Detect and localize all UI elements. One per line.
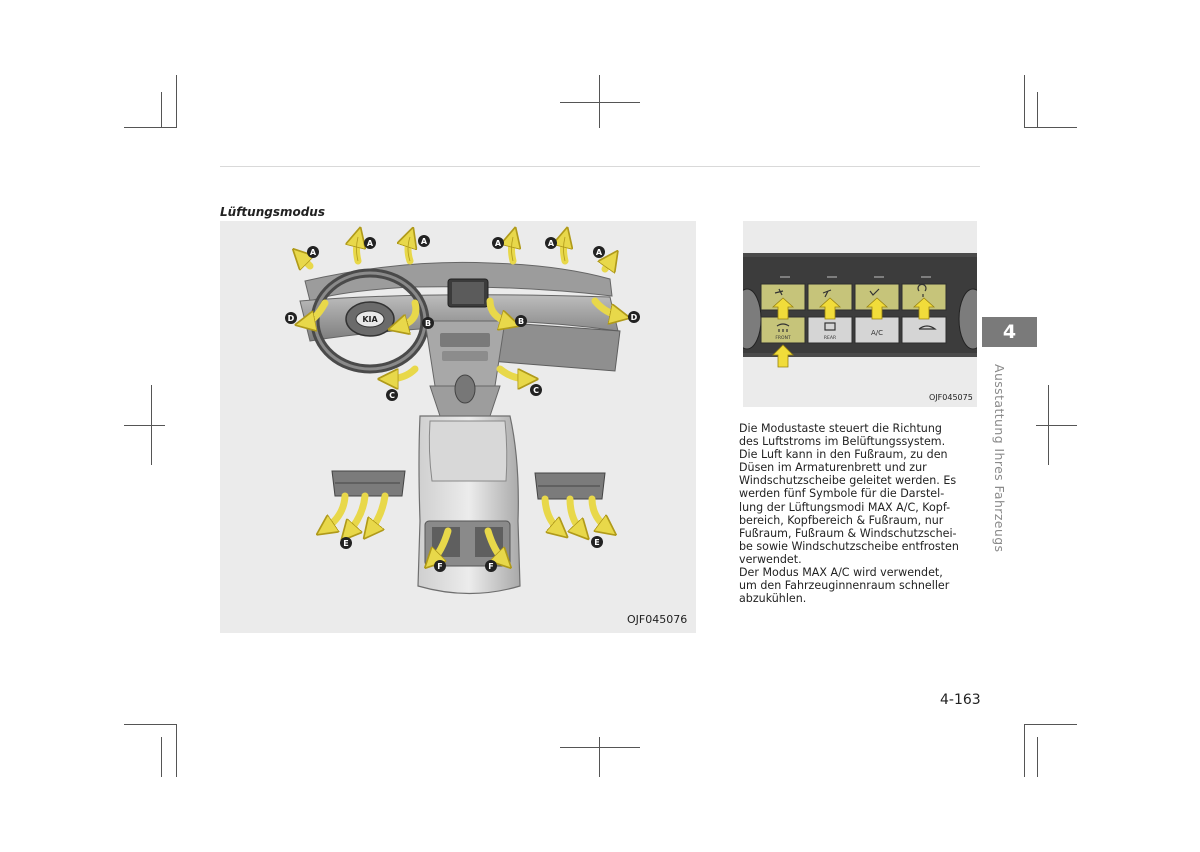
label-a-5	[545, 237, 557, 249]
chapter-tab	[982, 317, 1037, 347]
chapter-title: Ausstattung Ihres Fahrzeugs	[992, 364, 1007, 553]
text-line: be sowie Windschutzscheibe entfrosten	[739, 539, 959, 553]
svg-text:A: A	[309, 248, 317, 257]
text-line: Fußraum, Fußraum & Windschutzschei-	[739, 526, 957, 540]
label-c-2	[530, 384, 542, 396]
climate-panel-illustration	[743, 221, 977, 407]
svg-text:C: C	[533, 386, 539, 395]
label-b-2	[515, 315, 527, 327]
text-line: Düsen im Armaturenbrett und zur	[739, 461, 927, 475]
label-a-2	[364, 237, 376, 249]
svg-text:E: E	[594, 538, 600, 547]
ventilation-illustration	[220, 221, 696, 633]
text-line: Windschutzscheibe geleitet werden. Es	[739, 474, 957, 488]
ac-button-label: A/C	[870, 329, 884, 337]
label-f-1	[434, 560, 446, 572]
label-c-1	[386, 389, 398, 401]
svg-text:A: A	[420, 237, 428, 246]
svg-text:C: C	[389, 391, 395, 400]
front-button-label: FRONT	[775, 336, 791, 341]
svg-text:A: A	[547, 239, 555, 248]
label-a-6	[593, 246, 605, 258]
label-e-1	[340, 537, 352, 549]
svg-text:A: A	[494, 239, 502, 248]
svg-text:F: F	[437, 562, 443, 571]
svg-text:B: B	[424, 319, 432, 328]
page-number: 4-163	[940, 692, 981, 708]
label-a-1	[307, 246, 319, 258]
svg-text:F: F	[488, 562, 494, 571]
section-title: Lüftungsmodus	[220, 205, 325, 219]
svg-text:KIA: KIA	[362, 315, 378, 324]
text-line: des Luftstroms im Belüftungssystem.	[739, 435, 946, 449]
description-text	[739, 422, 979, 605]
chapter-side-title	[992, 364, 1016, 564]
svg-text:A: A	[595, 248, 603, 257]
svg-text:E: E	[343, 539, 349, 548]
chapter-number: 4	[1002, 321, 1017, 343]
label-b-1	[422, 317, 434, 329]
rear-button-label: REAR	[823, 336, 837, 341]
label-f-2	[485, 560, 497, 572]
climate-panel-drawing	[743, 221, 977, 407]
label-markers	[220, 221, 696, 633]
text-line: abzukühlen.	[739, 592, 807, 606]
label-e-2	[591, 536, 603, 548]
label-d-2	[628, 311, 640, 323]
figure-code: OJF045076	[627, 613, 688, 626]
text-line: Die Modustaste steuert die Richtung	[739, 422, 942, 435]
text-line: Die Luft kann in den Fußraum, zu den	[739, 448, 948, 462]
svg-text:A: A	[366, 239, 374, 248]
text-line: lung der Lüftungsmodi MAX A/C, Kopf-	[739, 500, 951, 514]
header-rule	[220, 166, 980, 167]
text-line: Der Modus MAX A/C wird verwendet,	[739, 566, 943, 580]
label-a-4	[492, 237, 504, 249]
svg-text:D: D	[287, 314, 295, 323]
text-line: verwendet.	[739, 552, 802, 566]
small-figure-code: OJF045075	[929, 393, 973, 402]
svg-text:D: D	[630, 313, 638, 322]
label-a-3	[418, 235, 430, 247]
label-d-1	[285, 312, 297, 324]
text-line: um den Fahrzeuginnenraum schneller	[739, 579, 950, 593]
text-line: bereich, Kopfbereich & Fußraum, nur	[739, 513, 944, 527]
text-line: werden fünf Symbole für die Darstel-	[739, 487, 945, 501]
svg-text:B: B	[517, 317, 525, 326]
